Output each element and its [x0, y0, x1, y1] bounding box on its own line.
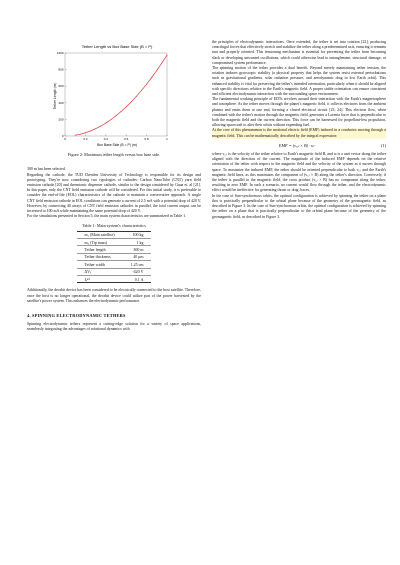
paragraph: Additionally, the deorbit device has been considered to be electrically connected to the host satellite. Therefore, once the host is no longer operational, the deorbit device could utilize part of the power harvested by the satellite's power system. This enhances the electrodynamic performance.	[27, 288, 201, 303]
data-point	[156, 70, 157, 71]
data-point	[110, 119, 111, 120]
y-tick-label: 1000	[56, 51, 64, 55]
tether-length-chart	[27, 40, 201, 150]
table-cell-value: 1.25 cm	[123, 261, 152, 268]
x-tick-label: 0.2	[83, 137, 88, 141]
chart-plot-area	[57, 51, 168, 141]
paragraph: Spinning electrodynamic tethers represent a cutting-edge solution for a variety of space applications, seamlessly integrating the advantages of rotational dynamics with	[27, 322, 201, 332]
data-point	[146, 84, 147, 85]
table-cell-label: Tether length	[77, 246, 123, 253]
y-tick-label: 800	[58, 67, 64, 72]
chart-title: Tether Length vs Box Base Side (B = P)	[81, 44, 153, 49]
data-point	[116, 115, 117, 116]
data-point	[126, 106, 127, 107]
x-tick-label: 0.8	[144, 137, 149, 141]
paragraph: In the case of Sun-synchronous orbits, the optimal configuration is achieved by spinning the tether on a plane that is practically perpendicular to the orbital plane because of the geometry of the geomagnetic field, as described in Figure 3. In the case of Sun-synchronous orbits, the optimal configuration is achieved by spinning the tether on a plane that is practically perpendicular to the orbital plane because of the geometry of the geomagnetic field, as described in Figure 3.	[212, 193, 386, 219]
table-row	[77, 246, 152, 253]
paragraph: the principles of electrodynamic interactions. Once extended, the tether is set into rotation [22], producing centrifugal forces that effectively stretch and stabilize the tether along a predetermined axis, ensuring it remains taut and properly oriented. This tensioning mechanism is essential for preventing the tether from becoming slack or developing unwanted oscillations, which could otherwise lead to entanglement, structural damage, or compromised system performance.	[212, 40, 386, 65]
paragraph: where vᵣₑₗ is the velocity of the tether relative to Earth's magnetic field B, and uₗ is a unit vector along the tether aligned with the direction of the current. The magnitude of the induced EMF depends on the relative orientation of the tether with respect to the magnetic field and the velocity of the system as it moves through space. To maximize the induced EMF, the tether should be oriented perpendicular to both vᵣₑₗ and the Earth's magnetic field lines, as this maximizes the component of (vᵣₑₗ × B) along the tether's direction. Conversely, if the tether is parallel to the magnetic field, the cross product (vᵣₑₗ × B) has no component along the tether, resulting in zero EMF. In such a scenario, no current would flow through the tether, and the electrodynamic effect would be ineffective for generating thrust or drag forces.	[212, 152, 386, 193]
data-point	[121, 111, 122, 112]
right-column	[212, 40, 386, 220]
table-cell-label: Tether width	[77, 261, 123, 268]
table-caption: Table 1: Main system's characteristics	[82, 223, 146, 229]
chart-frame	[65, 53, 167, 136]
figure-caption: Figure 2: Maximum tether length versus box base side.	[67, 152, 161, 157]
highlighted-paragraph: At the core of this phenomenon is the motional electric field (EMF) induced in a conductor moving through a magnetic field. This can be mathematically described by the integral expression:	[212, 128, 386, 138]
equation-number: (1)	[380, 142, 386, 148]
table-row	[77, 253, 152, 260]
y-tick-label: 400	[58, 100, 64, 105]
table-row	[77, 275, 152, 282]
equation-1	[212, 143, 386, 148]
data-point	[95, 128, 96, 129]
section-heading: 4. SPINNING ELECTRODYNAMIC TETHERS	[27, 312, 126, 318]
data-point	[75, 135, 76, 136]
data-point	[90, 130, 91, 131]
y-tick-label: 200	[58, 117, 64, 122]
data-point	[167, 55, 168, 56]
x-tick-label: 0.4	[103, 137, 108, 141]
y-tick-label: 0	[61, 134, 64, 138]
data-point	[151, 77, 152, 78]
data-point	[100, 126, 101, 127]
data-point	[105, 123, 106, 124]
data-point	[80, 134, 81, 135]
table-cell-label: m₁ (Main satellite)	[77, 231, 123, 238]
paragraph: Regarding the cathode, the TUD Dresden University of Technology is responsible for its design and prototyping. They're now considering two typologies of cathodes: Carbon NanoTube (CNT) yarn field emission cathode [20] and thermionic dispenser cathode, similar to the design considered by Gaua et. al [21]. In this paper, only the CNT field emission cathode will be considered. For this initial study, it is preferable to consider the end-of-life (EOL) characteristics of the cathode to maintain a conservative approach. A single CNT field emission cathode in EOL conditions can generate a current of 2.5 mA with a potential drop of 420 V. However, by connecting 40 arrays of CNT field emission cathodes in parallel, the total current output can be increased to 100 mA while maintaining the same potential drop of 420 V.	[27, 172, 201, 214]
x-tick-label: 0	[64, 137, 66, 141]
data-point	[136, 96, 137, 97]
table-row	[77, 239, 152, 246]
table-row	[77, 268, 152, 275]
data-point	[141, 90, 142, 91]
table-cell-value: 40 μm	[123, 253, 152, 260]
figure-2	[27, 40, 201, 157]
paragraph: The spinning motion of the tether provides a dual benefit. Beyond merely maintaining tether tension, the rotation induces gyroscopic stability (a physical property that helps the system resist external perturbations such as gravitational gradients, solar radiation pressure, and aerodynamic drag in low Earth orbit). This enhanced stability is vital for preserving the tether's intended orientation, particularly when it should be aligned with specific directions relative to the Earth's magnetic field. A proper stable orientation can ensure consistent and efficient electrodynamic interaction with the surrounding space environment.	[212, 66, 386, 97]
paragraph: For the simulations presented in Section 5, the main system characteristics are summarized in Table 1.	[27, 214, 187, 219]
x-tick-label: 0.6	[124, 137, 129, 141]
system-characteristics-table	[77, 231, 152, 284]
chart-x-axis-label: Box Base Side (B = P) (m)	[97, 143, 137, 147]
data-point	[85, 132, 86, 133]
paragraph: The fundamental working principle of EDTs revolves around their interaction with the Earth's magnetosphere and ionosphere. As the tether moves through the planet's magnetic field, it collects electrons from the ambient plasma and emits them at one end, forming a closed electrical circuit [23, 24]. This electron flow, when combined with the tether's motion through the magnetic field, generates a Lorentz force that is perpendicular to both the magnetic field and the current direction. This force can be harnessed for propellant-less propulsion, allowing spacecraft to alter their orbits without expending fuel.	[212, 97, 386, 128]
left-column	[27, 40, 201, 333]
table-row	[77, 231, 152, 238]
table-cell-value: 0.1 A	[123, 275, 152, 282]
x-tick-label: 1	[166, 137, 168, 141]
data-point	[161, 63, 162, 64]
table-cell-value: 100 kg	[123, 231, 152, 238]
table-cell-value: -420 V	[123, 268, 152, 275]
series-line	[75, 55, 167, 135]
y-tick-label: 600	[58, 84, 64, 89]
data-point	[131, 101, 132, 102]
table-cell-label: m₂ (Tip mass)	[77, 239, 123, 246]
chart-y-axis-label: Tether Length (m)	[53, 82, 57, 110]
table-row	[77, 261, 152, 268]
equation-body: EMF = (vᵣₑₗ × B) · uₗ	[278, 142, 315, 148]
paragraph: 300 m has been selected.	[27, 167, 66, 172]
table-cell-label: Iₑᵐⁱᵗ	[77, 275, 123, 282]
table-cell-value: 1 kg	[123, 239, 152, 246]
table-cell-value: 300 m	[123, 246, 152, 253]
table-cell-label: Tether thickness	[77, 253, 123, 260]
table-cell-label: ΔVₜ	[77, 268, 123, 275]
